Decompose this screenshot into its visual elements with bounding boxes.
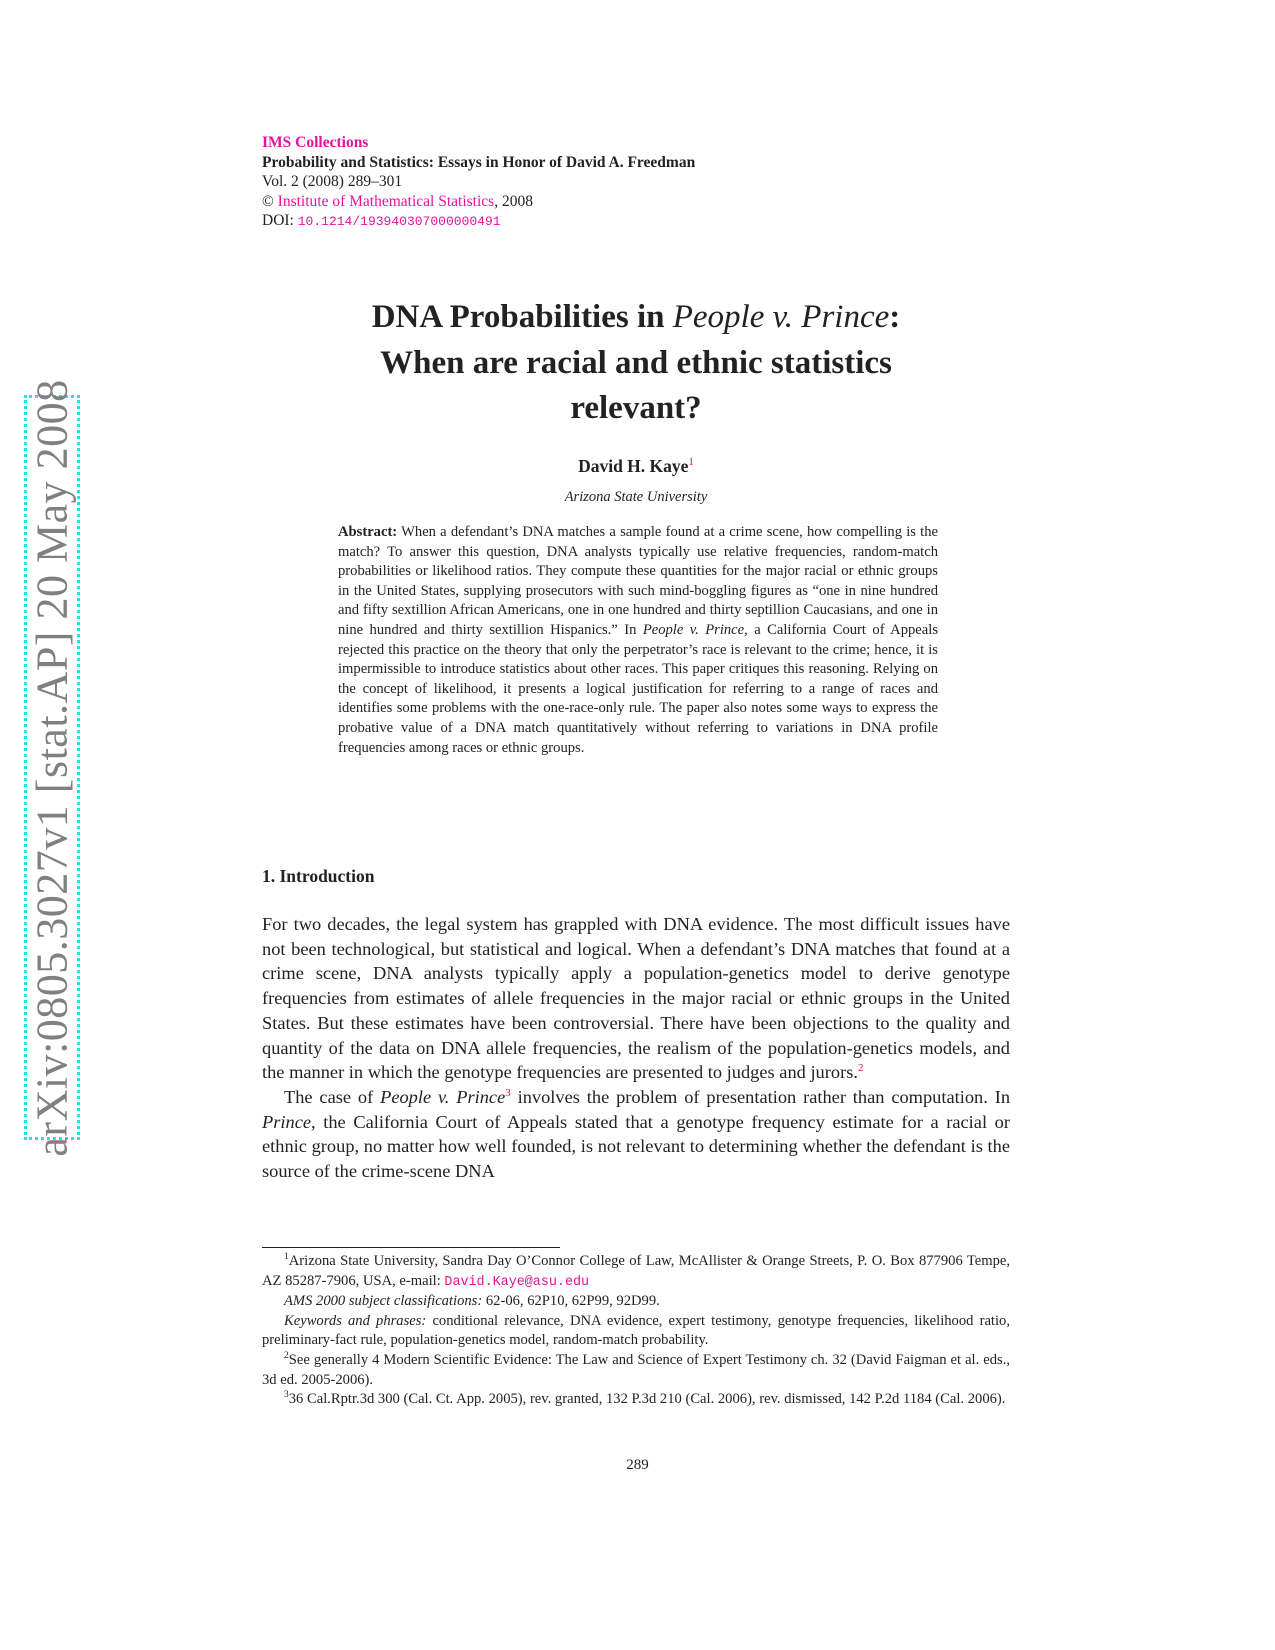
- footnotes: [262, 1252, 1010, 1410]
- footnote-text: Arizona State University, Sandra Day O’Connor College of Law, McAllister & Orange Streets, P. O. Box 877906 Tempe, AZ 85287-7906, USA, e-mail:: [262, 1253, 1010, 1289]
- email-link[interactable]: David.Kaye@asu.edu: [444, 1274, 590, 1290]
- paragraph-text: The case of: [284, 1086, 381, 1107]
- doi-label: DOI:: [262, 212, 298, 229]
- arxiv-identifier[interactable]: arXiv:0805.3027v1 [stat.AP] 20 May 2008: [27, 378, 77, 1157]
- footnote-mark: 3: [284, 1390, 289, 1401]
- abstract: [338, 523, 938, 758]
- ams-label: AMS 2000 subject classifications:: [284, 1293, 483, 1310]
- doi-line: [262, 211, 695, 232]
- copyright-year: , 2008: [494, 192, 533, 210]
- title-line-3: relevant?: [570, 390, 702, 426]
- abstract-label: Abstract:: [338, 524, 398, 540]
- paper-title: [262, 295, 1010, 432]
- page-number: 289: [626, 1457, 649, 1473]
- footnote-1: [262, 1252, 1010, 1292]
- keywords-text: conditional relevance, DNA evidence, expert testimony, genotype frequencies, likelihood ratio, preliminary-fact rule, population-genetics model, random-match probability.: [262, 1312, 1010, 1349]
- case-name: People v. Prince: [380, 1086, 506, 1107]
- footnote-text: See generally 4 Modern Scientific Evidence: The Law and Science of Expert Testimony ch. 32 (David Faigman et al. eds., 3d ed. 2005-2006).: [262, 1351, 1010, 1388]
- paragraph: [262, 1085, 1010, 1184]
- footnote-ref-3[interactable]: 3: [505, 1086, 511, 1099]
- footnote-mark: 2: [284, 1351, 289, 1362]
- abstract-text-continued: , a California Court of Appeals rejected this practice on the theory that only the perpetrator’s race is relevant to the crime; hence, it is impermissible to introduce statistics about other races. This paper critiques this reasoning. Relying on the concept of likelihood, it presents a logical justification for referring to a range of races and identifies some problems with the one-race-only rule. The paper also notes some ways to express the probative value of a DNA match quantitatively without referring to variations in DNA profile frequencies among races or ethnic groups.: [338, 621, 938, 756]
- paragraph-text: , the California Court of Appeals stated that a genotype frequency estimate for a racial or ethnic group, no matter how well founded, is not relevant to determining whether the defendant is the source of the crime-scene DNA: [262, 1111, 1010, 1182]
- book-title: Probability and Statistics: Essays in Honor of David A. Freedman: [262, 153, 696, 171]
- abstract-text: When a defendant’s DNA matches a sample found at a crime scene, how compelling is the match? To answer this question, DNA analysts typically use relative frequencies, random-match probabilities or likelihood ratios. They compute these quantities for the major racial or ethnic groups in the United States, supplying prosecutors with such mind-boggling figures as “one in nine hundred and fifty sextillion African Americans, one in one hundred and thirty septillion Caucasians, and one in nine hundred and thirty sextillion Hispanics.” In: [338, 524, 938, 638]
- publisher-link[interactable]: Institute of Mathematical Statistics: [277, 192, 495, 210]
- paragraph-text: For two decades, the legal system has grappled with DNA evidence. The most difficult issues have not been technological, but statistical and logical. When a defendant’s DNA matches that found at a crime scene, DNA analysts typically apply a population-genetics model to derive genotype frequencies from estimates of allele frequencies in the major racial or ethnic groups in the United States. But these estimates have been controversial. There have been objections to the quality and quantity of the data on DNA allele frequencies, the realism of the population-genetics models, and the manner in which the genotype frequencies are presented to judges and jurors.: [262, 914, 1010, 1083]
- footnote-ref-2[interactable]: 2: [857, 1062, 864, 1075]
- journal-header: [262, 133, 695, 232]
- title-part: DNA Probabilities in: [371, 299, 673, 335]
- title-line-2: When are racial and ethnic statistics: [380, 344, 892, 381]
- footnote-3: [262, 1390, 1010, 1410]
- body-text: [262, 912, 1010, 1184]
- copyright-line: [262, 192, 695, 212]
- paragraph-text: involves the problem of presentation rather than computation. In: [510, 1086, 1011, 1107]
- copyright-icon: ©: [262, 192, 274, 210]
- case-name: Prince: [262, 1111, 312, 1132]
- author: [262, 456, 1010, 477]
- ams-classification: [262, 1292, 1010, 1312]
- ams-codes: 62-06, 62P10, 62P99, 92D99.: [482, 1293, 660, 1310]
- paragraph: [262, 912, 1010, 1085]
- footnote-divider: [262, 1247, 560, 1248]
- volume-info: Vol. 2 (2008) 289–301: [262, 173, 403, 190]
- series-link[interactable]: IMS Collections: [262, 134, 369, 151]
- author-footnote-mark[interactable]: 1: [688, 455, 694, 468]
- arxiv-stamp: [24, 378, 80, 1157]
- title-block: [262, 295, 1010, 506]
- author-name: David H. Kaye: [578, 455, 689, 476]
- keywords-label: Keywords and phrases:: [284, 1312, 427, 1329]
- footnote-mark: 1: [284, 1252, 289, 1263]
- footnote-2: [262, 1351, 1010, 1390]
- affiliation: Arizona State University: [564, 488, 708, 505]
- abstract-case-name: People v. Prince: [642, 621, 745, 638]
- title-colon: :: [889, 299, 901, 335]
- footnote-text: 36 Cal.Rptr.3d 300 (Cal. Ct. App. 2005), rev. granted, 132 P.3d 210 (Cal. 2006), rev. dismissed, 142 P.2d 1184 (Cal. 2006).: [288, 1391, 1006, 1408]
- keywords: [262, 1312, 1010, 1351]
- section-heading: 1. Introduction: [262, 866, 375, 886]
- doi-link[interactable]: 10.1214/193940307000000491: [297, 214, 501, 229]
- title-case-name: People v. Prince: [672, 299, 890, 335]
